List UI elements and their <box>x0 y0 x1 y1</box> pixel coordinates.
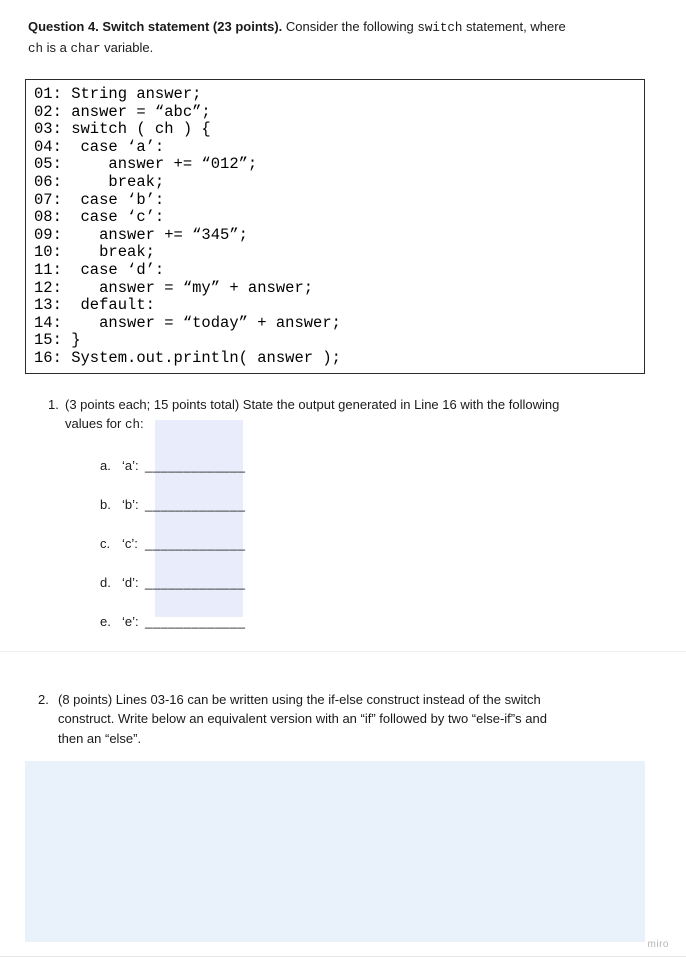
question-2-number: 2. <box>38 691 49 707</box>
answer-row-a <box>100 446 686 485</box>
code-line-10: 10: break; <box>34 243 155 262</box>
intro-code-switch: switch <box>417 21 463 35</box>
answer-item-char: ‘b’: <box>122 496 139 512</box>
answer-blank-c: _____________ <box>145 535 246 551</box>
answer-item-label: a. <box>100 457 111 473</box>
answer-item-label: e. <box>100 613 111 629</box>
code-line-06: 06: break; <box>34 172 165 191</box>
code-line-12: 12: answer = “my” + answer; <box>34 278 314 297</box>
question-2 <box>38 690 656 749</box>
question-1-line-1: (3 points each; 15 points total) State the output generated in Line 16 with the following <box>65 396 560 412</box>
intro-text-4: variable. <box>100 40 154 55</box>
answer-blank-list <box>100 446 686 641</box>
answer-blank-d: _____________ <box>145 574 246 590</box>
question-2-line-1: (8 points) Lines 03-16 can be written using the if-else construct instead of the switch <box>58 691 541 707</box>
code-line-05: 05: answer += “012”; <box>34 155 258 174</box>
code-line-16: 16: System.out.println( answer ); <box>34 348 341 367</box>
answer-row-e <box>100 602 686 641</box>
code-line-14: 14: answer = “today” + answer; <box>34 313 341 332</box>
code-line-11: 11: case ‘d’: <box>34 260 165 279</box>
intro-text-2: statement, where <box>462 19 566 34</box>
code-line-04: 04: case ‘a’: <box>34 137 165 156</box>
code-line-02: 02: answer = “abc”; <box>34 102 211 121</box>
code-line-09: 09: answer += “345”; <box>34 225 248 244</box>
answer-item-char: ‘e’: <box>122 613 139 629</box>
frame-bottom-edge <box>0 956 686 957</box>
code-line-07: 07: case ‘b’: <box>34 190 165 209</box>
answer-row-d <box>100 563 686 602</box>
code-line-03: 03: switch ( ch ) { <box>34 120 211 139</box>
answer-item-label: b. <box>100 496 111 512</box>
question-1-text <box>65 395 656 436</box>
answer-item-label: c. <box>100 535 111 551</box>
question-intro <box>28 17 656 59</box>
intro-text-3: is a <box>43 40 71 55</box>
question-2-line-3: then an “else”. <box>58 730 142 746</box>
question-title: Question 4. Switch statement (23 points). <box>28 19 283 34</box>
code-listing <box>25 79 645 374</box>
miro-watermark: miro <box>647 939 669 950</box>
question-2-text <box>58 690 656 749</box>
question-1-colon: : <box>140 416 144 431</box>
answer-item-char: ‘c’: <box>122 535 138 551</box>
intro-code-char: char <box>70 42 101 56</box>
question-1 <box>48 395 656 436</box>
answer-area-shape[interactable] <box>25 761 645 942</box>
question-1-line-2: values for <box>65 416 125 431</box>
answer-row-b <box>100 485 686 524</box>
code-line-15: 15: } <box>34 331 81 350</box>
intro-text-1: Consider the following <box>282 19 418 34</box>
answer-blank-a: _____________ <box>145 457 246 473</box>
intro-code-ch: ch <box>28 42 44 56</box>
answer-blank-e: _____________ <box>145 613 246 629</box>
code-line-01: 01: String answer; <box>34 85 202 103</box>
answer-item-char: ‘a’: <box>122 457 139 473</box>
answer-item-label: d. <box>100 574 111 590</box>
code-line-08: 08: case ‘c’: <box>34 208 165 227</box>
answer-row-c <box>100 524 686 563</box>
answer-item-char: ‘d’: <box>122 574 139 590</box>
question-1-code-ch: ch <box>124 418 140 432</box>
content-layer <box>0 17 686 942</box>
question-2-line-2: construct. Write below an equivalent version with an “if” followed by two “else-if”s and <box>58 711 547 726</box>
question-1-number: 1. <box>48 396 59 412</box>
frame-divider <box>0 651 686 652</box>
answer-blank-b: _____________ <box>145 496 246 512</box>
code-line-13: 13: default: <box>34 296 155 315</box>
